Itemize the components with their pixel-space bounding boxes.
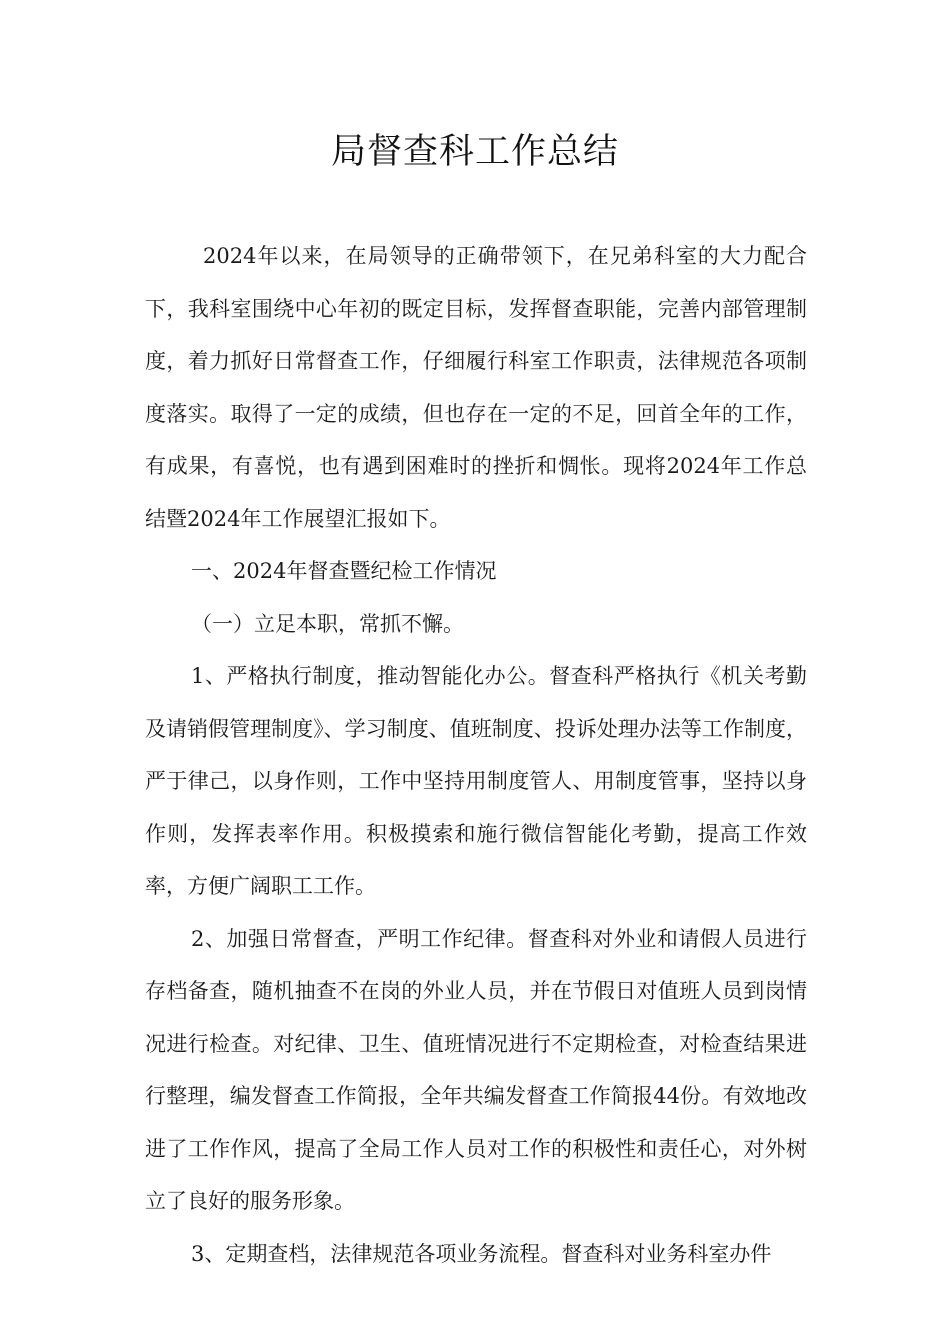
section-heading: 一、2024年督查暨纪检工作情况 [191, 559, 497, 583]
intro-paragraph: 2024年以来，在局领导的正确带领下，在兄弟科室的大力配合下，我科室围绕中心年初的既定目标，发挥督查职能，完善内部管理制度，着力抓好日常督查工作，仔细履行科室工作职责，法律规范各项制度落实。取得了一定的成绩，但也存在一定的不足，回首全年的工作，有成果，有喜悦，也有遇到困难时的挫折和惆怅。现将2024年工作总结暨2024年工作展望汇报如下。 [145, 244, 807, 531]
document-title: 局督查科工作总结 [330, 132, 619, 172]
document-body [145, 230, 807, 1280]
item-paragraph-3: 3、定期查档，法律规范各项业务流程。督查科对业务科室办件 [191, 1241, 772, 1266]
item-paragraph-2: 2、加强日常督查，严明工作纪律。督查科对外业和请假人员进行存档备查，随机抽查不在岗的外业人员，并在节假日对值班人员到岗情况进行检查。对纪律、卫生、值班情况进行不定期检查，对检查结果进行整理，编发督查工作简报，全年共编发督查工作简报44份。有效地改进了工作作风，提高了全局工作人员对工作的积极性和责任心，对外树立了良好的服务形象。 [145, 926, 807, 1213]
item-paragraph-1: 1、严格执行制度，推动智能化办公。督查科严格执行《机关考勤及请销假管理制度》、学习制度、值班制度、投诉处理办法等工作制度，严于律己，以身作则，工作中坚持用制度管人、用制度管事，坚持以身作则，发挥表率作用。积极摸索和施行微信智能化考勤，提高工作效率，方便广阔职工工作。 [145, 664, 807, 898]
subsection-heading: （一）立足本职，常抓不懈。 [191, 611, 464, 636]
